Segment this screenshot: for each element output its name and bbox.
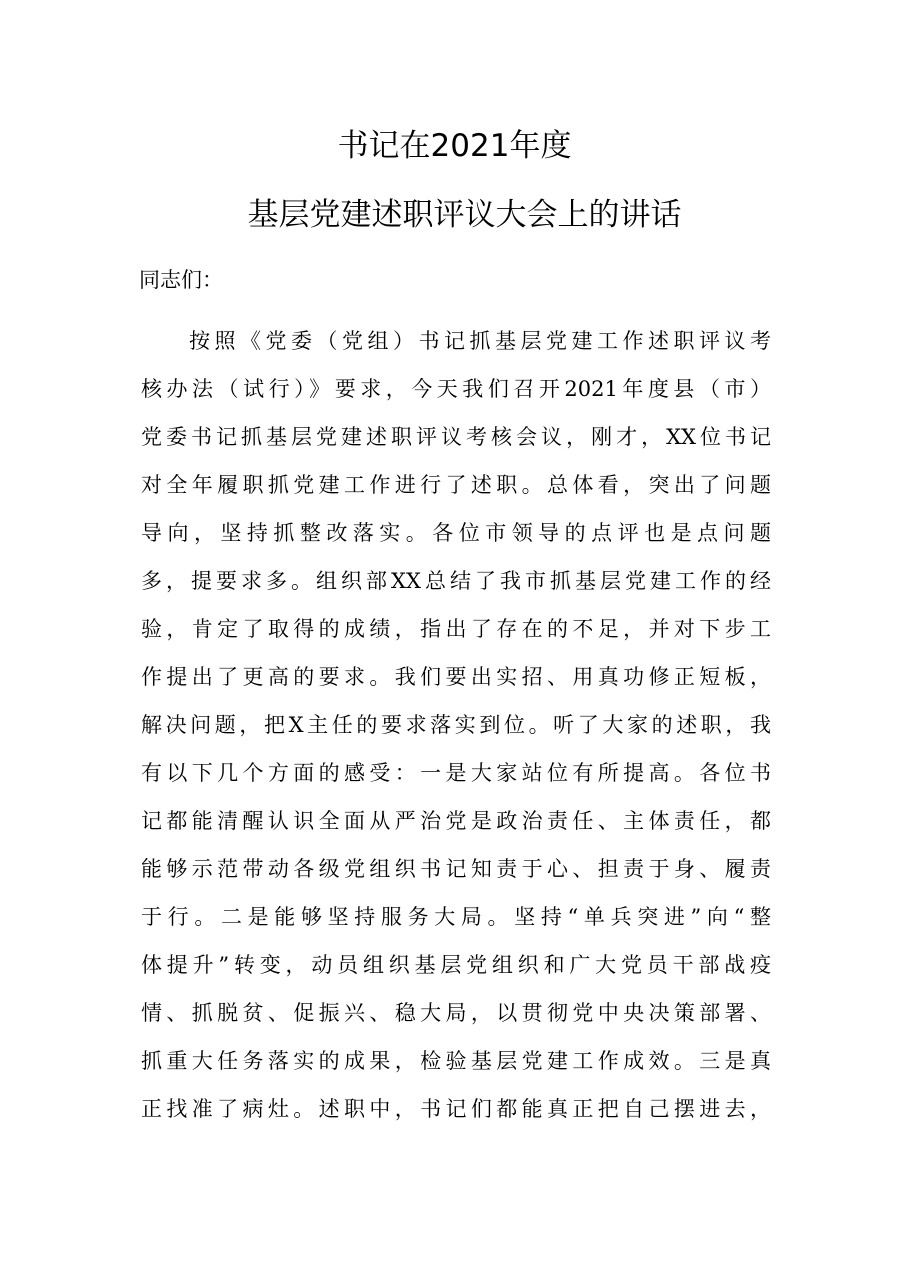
body-line: 有以下几个方面的感受：一是大家站位有所提高。各位书 — [141, 761, 771, 785]
body-line: 导向，坚持抓整改落实。各位市领导的点评也是点问题 — [141, 521, 771, 545]
body-line: 体提升”转变，动员组织基层党组织和广大党员干部战疫 — [141, 953, 771, 977]
document-title-line-1: 书记在2021年度 — [337, 128, 572, 164]
body-line: 核办法（试行）》要求，今天我们召开2021年度县（市） — [141, 377, 771, 401]
body-line: 作提出了更高的要求。我们要出实招、用真功修正短板， — [141, 665, 771, 689]
body-line: 于行。二是能够坚持服务大局。坚持“单兵突进”向“整 — [141, 905, 771, 929]
body-line: 多，提要求多。组织部XX总结了我市抓基层党建工作的经 — [141, 569, 771, 593]
body-line: 正找准了病灶。述职中，书记们都能真正把自己摆进去， — [141, 1097, 771, 1121]
body-line: 能够示范带动各级党组织书记知责于心、担责于身、履责 — [141, 857, 771, 881]
body-line: 解决问题，把X主任的要求落实到位。听了大家的述职，我 — [141, 713, 771, 737]
body-line: 对全年履职抓党建工作进行了述职。总体看，突出了问题 — [141, 473, 771, 497]
body-line: 抓重大任务落实的成果，检验基层党建工作成效。三是真 — [141, 1049, 771, 1073]
body-line: 按照《党委（党组）书记抓基层党建工作述职评议考 — [189, 329, 771, 353]
salutation: 同志们： — [139, 268, 223, 292]
body-line: 党委书记抓基层党建述职评议考核会议，刚才，XX位书记 — [141, 425, 771, 449]
body-line: 记都能清醒认识全面从严治党是政治责任、主体责任，都 — [141, 809, 771, 833]
body-line: 情、抓脱贫、促振兴、稳大局，以贯彻党中央决策部署、 — [141, 1001, 771, 1025]
body-line: 验，肯定了取得的成绩，指出了存在的不足，并对下步工 — [141, 617, 771, 641]
document-title-line-2: 基层党建述职评议大会上的讲话 — [247, 197, 682, 233]
